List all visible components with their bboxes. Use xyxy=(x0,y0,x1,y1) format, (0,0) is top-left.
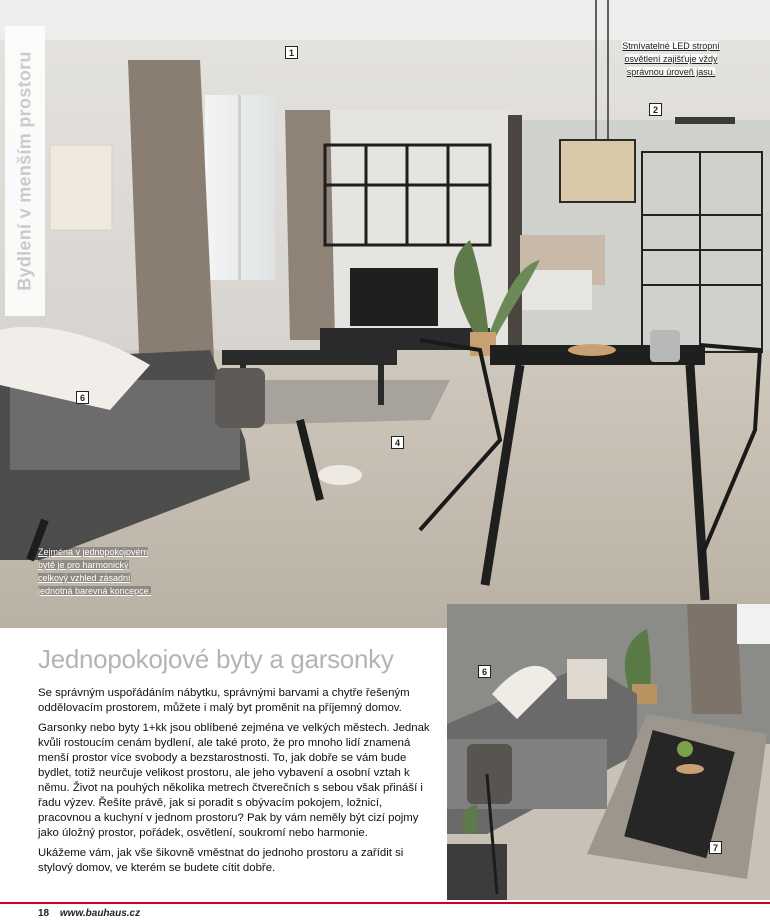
callout-7: 7 xyxy=(709,841,722,854)
article-body xyxy=(38,686,438,881)
callout-6: 6 xyxy=(76,391,89,404)
caption-line: Zejména v jednopokojovém xyxy=(38,547,149,557)
caption-line: bytě je pro harmonický xyxy=(38,560,129,570)
article-panel xyxy=(28,628,447,900)
caption-line: Stmívatelné LED stropní xyxy=(622,41,720,51)
intro-paragraph: Se správným uspořádáním nábytku, správnými barvami a chytře řešeným oddělovacím prostorem, můžete i malý byt proměnit na příjemný domov. xyxy=(38,687,410,714)
section-side-title xyxy=(5,26,45,316)
caption-line: celkový vzhled zásadní xyxy=(38,573,131,583)
footer-url[interactable]: www.bauhaus.cz xyxy=(59,908,141,919)
led-lighting-caption xyxy=(616,40,726,79)
body-paragraph: Garsonky nebo byty 1+kk jsou oblíbené zejména ve velkých městech. Jednak kvůli rostoucím cenám bydlení, ale také proto, že pro mnoho lidí znamená menší prostor více svobody a bezstarostnosti. To, jak dobře se vám bude bydlet, totiž neurčuje velikost prostoru, ale jeho vybavení a osobní vztah k němu. Život na pouhých několika metrech čtverečních s sebou však přináší i řadu výzev. Řešíte právě, jak si poradit s obývacím pokojem, ložnicí, pracovnou a kuchyní v jednom prostoru? Pak by vám neměly být cizí pojmy jako úložný prostor, pořádek, osvětlení, soukromí nebo harmonie. xyxy=(38,722,430,839)
callout-2: 2 xyxy=(649,103,662,116)
side-title-text: Bydlení v menším prostoru xyxy=(14,51,35,291)
callout-4: 4 xyxy=(391,436,404,449)
footer-rule xyxy=(0,902,770,904)
caption-line: jednotná barevná koncepce. xyxy=(38,586,152,596)
color-concept-caption xyxy=(38,546,168,598)
secondary-photo xyxy=(447,604,770,900)
sofa-corner-illustration xyxy=(447,604,770,900)
callout-6: 6 xyxy=(478,665,491,678)
caption-line: osvětlení zajišťuje vždy xyxy=(624,54,718,64)
page-footer xyxy=(38,908,140,919)
caption-line: správnou úroveň jasu. xyxy=(626,67,716,77)
closing-paragraph: Ukážeme vám, jak vše šikovně vměstnat do jednoho prostoru a zařídit si stylový domov, ve kterém se budete cítit dobře. xyxy=(38,847,404,874)
page-number: 18 xyxy=(38,908,50,919)
article-headline: Jednopokojové byty a garsonky xyxy=(38,644,394,674)
callout-1: 1 xyxy=(285,46,298,59)
